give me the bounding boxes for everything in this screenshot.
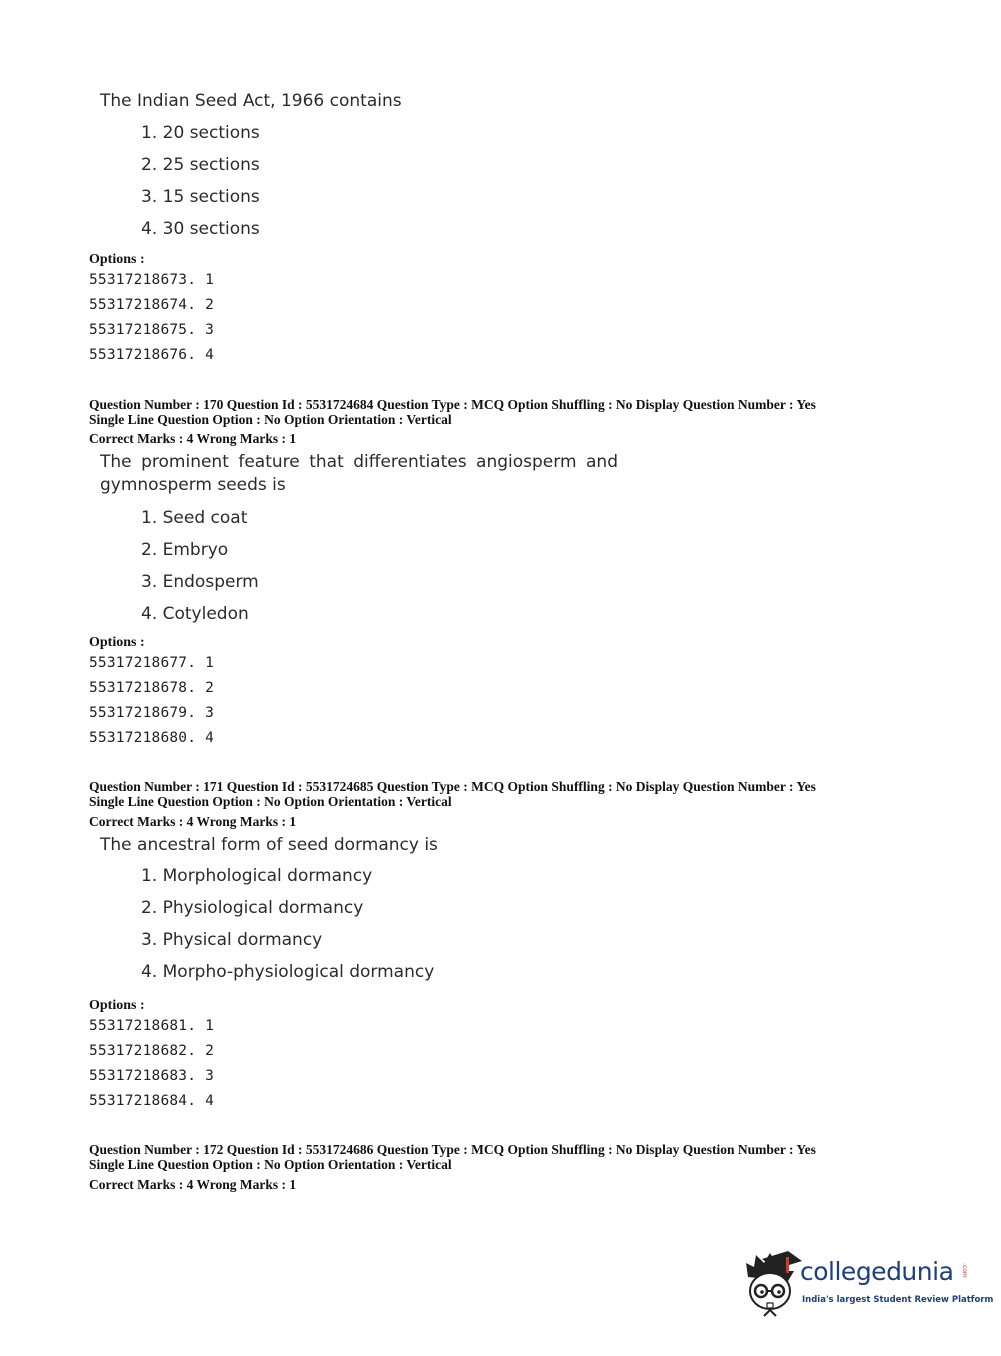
option-id: 55317218675. 3	[89, 322, 215, 338]
question-text: The Indian Seed Act, 1966 contains	[100, 91, 402, 111]
logo-wordmark: collegedunia	[800, 1257, 954, 1286]
answer-choice: 1. Morphological dormancy	[141, 866, 373, 886]
question-meta: Single Line Question Option : No Option Orientation : Vertical	[89, 794, 452, 809]
question-meta: Question Number : 171 Question Id : 5531724685 Question Type : MCQ Option Shuffling : No Display Question Number : Yes	[89, 779, 816, 794]
marks-line: Correct Marks : 4 Wrong Marks : 1	[89, 1177, 297, 1192]
option-id: 55317218679. 3	[89, 705, 215, 721]
question-meta: Question Number : 170 Question Id : 5531724684 Question Type : MCQ Option Shuffling : No Display Question Number : Yes	[89, 397, 816, 412]
marks-line: Correct Marks : 4 Wrong Marks : 1	[89, 814, 297, 829]
option-id: 55317218676. 4	[89, 347, 215, 363]
options-label: Options :	[89, 998, 145, 1013]
answer-choice: 3. Physical dormancy	[141, 930, 323, 950]
answer-choice: 2. Physiological dormancy	[141, 898, 364, 918]
answer-choice: 3. 15 sections	[141, 187, 260, 207]
option-id: 55317218673. 1	[89, 272, 215, 288]
option-id: 55317218684. 4	[89, 1093, 215, 1109]
question-meta: Question Number : 172 Question Id : 5531724686 Question Type : MCQ Option Shuffling : No Display Question Number : Yes	[89, 1142, 816, 1157]
answer-choice: 1. 20 sections	[141, 123, 260, 143]
answer-choice: 2. 25 sections	[141, 155, 260, 175]
option-id: 55317218682. 2	[89, 1043, 215, 1059]
logo-tagline: India's largest Student Review Platform	[802, 1295, 994, 1305]
option-id: 55317218683. 3	[89, 1068, 215, 1084]
answer-choice: 4. 30 sections	[141, 219, 260, 239]
answer-choice: 3. Endosperm	[141, 572, 259, 592]
collegedunia-logo	[742, 1249, 994, 1319]
option-id: 55317218678. 2	[89, 680, 215, 696]
question-text: The prominent feature that differentiates angiosperm and gymnosperm seeds is	[100, 452, 618, 495]
option-id: 55317218680. 4	[89, 730, 215, 746]
options-label: Options :	[89, 252, 145, 267]
options-label: Options :	[89, 635, 145, 650]
marks-line: Correct Marks : 4 Wrong Marks : 1	[89, 431, 297, 446]
question-text: The ancestral form of seed dormancy is	[100, 835, 438, 855]
answer-choice: 1. Seed coat	[141, 508, 248, 528]
answer-choice: 2. Embryo	[141, 540, 229, 560]
question-meta: Single Line Question Option : No Option Orientation : Vertical	[89, 1157, 452, 1172]
mascot-icon	[742, 1249, 804, 1319]
option-id: 55317218674. 2	[89, 297, 215, 313]
logo-superscript: .com	[961, 1263, 968, 1278]
option-id: 55317218681. 1	[89, 1018, 215, 1034]
answer-choice: 4. Cotyledon	[141, 604, 249, 624]
answer-choice: 4. Morpho-physiological dormancy	[141, 962, 435, 982]
question-meta: Single Line Question Option : No Option Orientation : Vertical	[89, 412, 452, 427]
option-id: 55317218677. 1	[89, 655, 215, 671]
